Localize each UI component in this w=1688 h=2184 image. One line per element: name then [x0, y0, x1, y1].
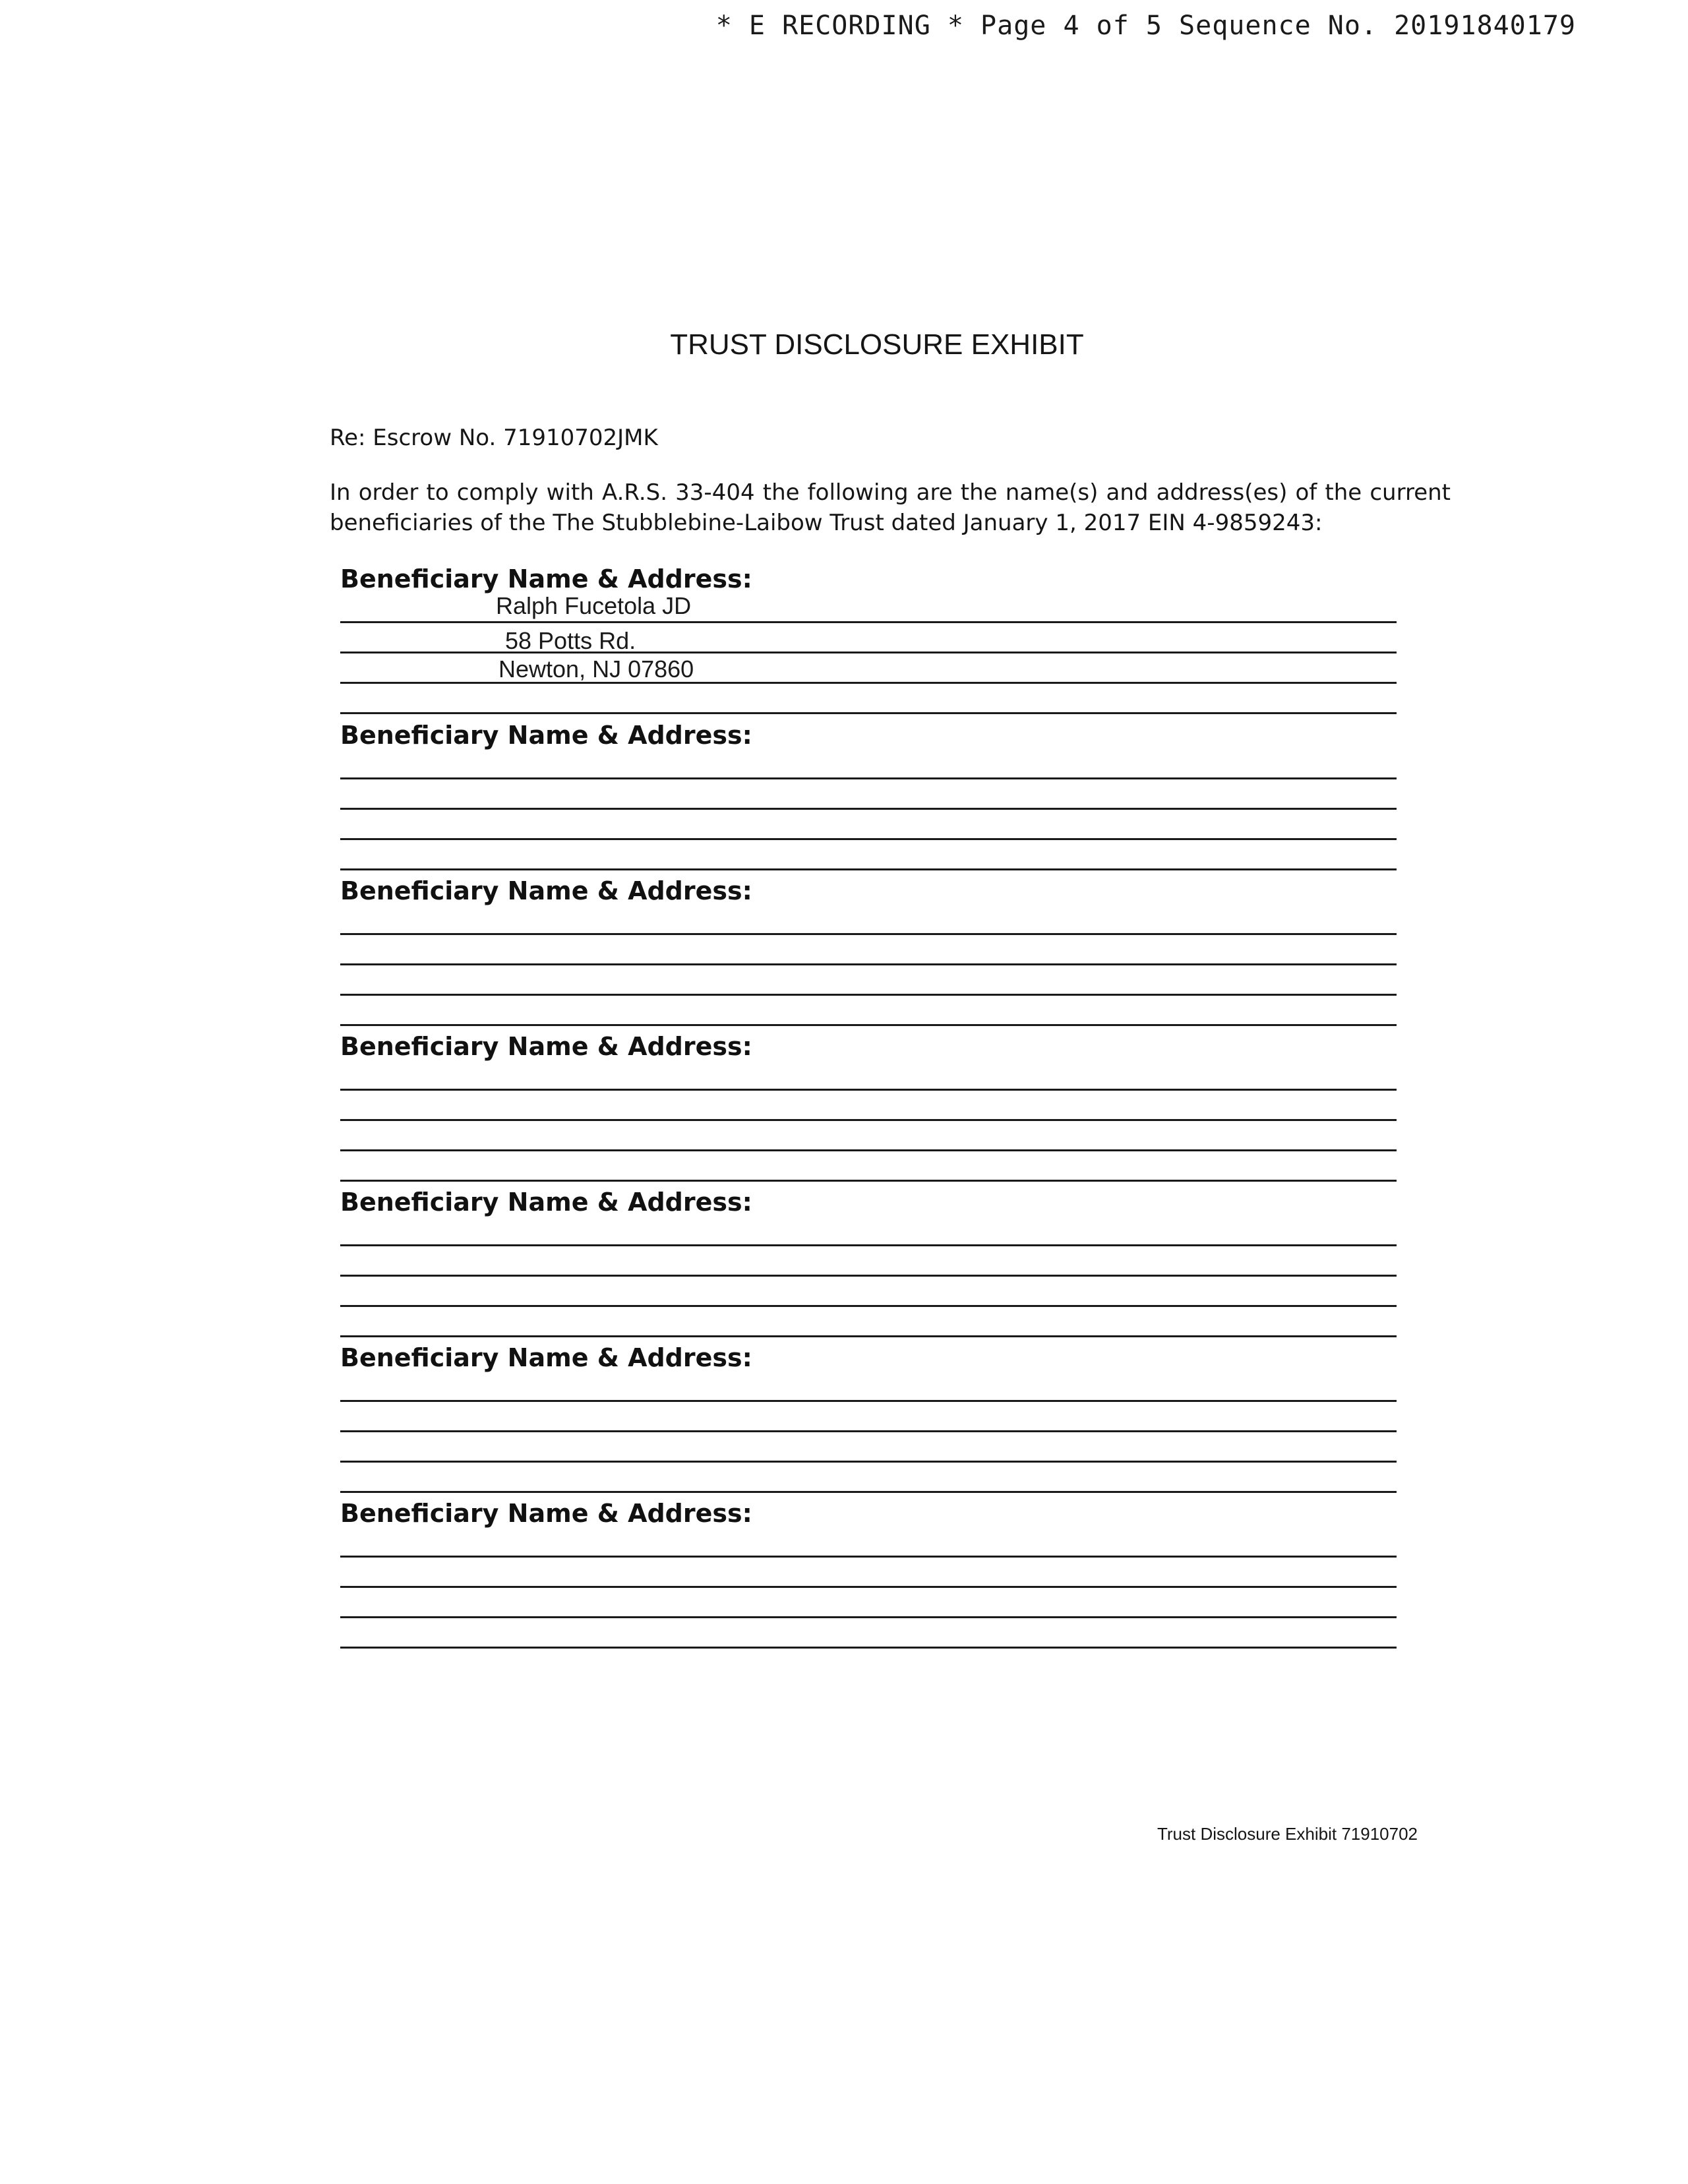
form-line: [340, 1024, 1397, 1026]
form-line: [340, 1616, 1397, 1618]
beneficiary-label: Beneficiary Name & Address:: [340, 721, 752, 750]
beneficiary-label: Beneficiary Name & Address:: [340, 1499, 752, 1528]
form-line: [340, 1586, 1397, 1588]
form-line: [340, 1647, 1397, 1649]
recording-header: * E RECORDING * Page 4 of 5 Sequence No. 20191840179: [715, 11, 1576, 41]
beneficiary-label: Beneficiary Name & Address:: [340, 564, 752, 593]
form-line: [340, 808, 1397, 810]
form-line: [340, 682, 1397, 684]
beneficiary-label: Beneficiary Name & Address:: [340, 876, 752, 905]
form-line: [340, 933, 1397, 935]
form-line: [340, 1335, 1397, 1337]
form-line: [340, 1119, 1397, 1121]
form-line: [340, 838, 1397, 840]
form-line: [340, 1244, 1397, 1246]
form-line: [340, 621, 1397, 623]
beneficiary-block-6: [340, 1343, 1397, 1488]
beneficiary-block-2: [340, 721, 1397, 866]
beneficiary-label: Beneficiary Name & Address:: [340, 1188, 752, 1217]
form-line: [340, 1089, 1397, 1091]
beneficiary-label: Beneficiary Name & Address:: [340, 1032, 752, 1061]
form-line: [340, 963, 1397, 965]
form-line: [340, 712, 1397, 714]
form-line: [340, 1275, 1397, 1277]
intro-paragraph: In order to comply with A.R.S. 33-404 the following are the name(s) and address(es) of the current beneficiaries of the The Stubblebine-Laibow Trust dated January 1, 2017 EIN 4-9859243:: [330, 479, 1451, 536]
beneficiary-name: Ralph Fucetola JD: [496, 592, 692, 619]
beneficiary-block-7: [340, 1499, 1397, 1644]
form-line: [340, 868, 1397, 870]
beneficiary-block-1: [340, 564, 1397, 710]
form-line: [340, 1180, 1397, 1182]
beneficiary-block-5: [340, 1188, 1397, 1333]
beneficiary-city-state-zip: Newton, NJ 07860: [498, 655, 694, 682]
form-line: [340, 1430, 1397, 1432]
escrow-reference: Re: Escrow No. 71910702JMK: [330, 425, 658, 451]
form-line: [340, 1400, 1397, 1402]
form-line: [340, 652, 1397, 653]
form-line: [340, 1305, 1397, 1307]
beneficiary-block-4: [340, 1032, 1397, 1177]
form-line: [340, 1149, 1397, 1151]
beneficiary-label: Beneficiary Name & Address:: [340, 1343, 752, 1372]
form-line: [340, 777, 1397, 779]
footer-reference: Trust Disclosure Exhibit 71910702: [1157, 1824, 1418, 1844]
form-line: [340, 1556, 1397, 1558]
form-line: [340, 994, 1397, 996]
form-line: [340, 1491, 1397, 1493]
beneficiary-street: 58 Potts Rd.: [505, 627, 636, 654]
beneficiary-block-3: [340, 876, 1397, 1021]
form-line: [340, 1461, 1397, 1463]
document-title: TRUST DISCLOSURE EXHIBIT: [670, 328, 1084, 361]
